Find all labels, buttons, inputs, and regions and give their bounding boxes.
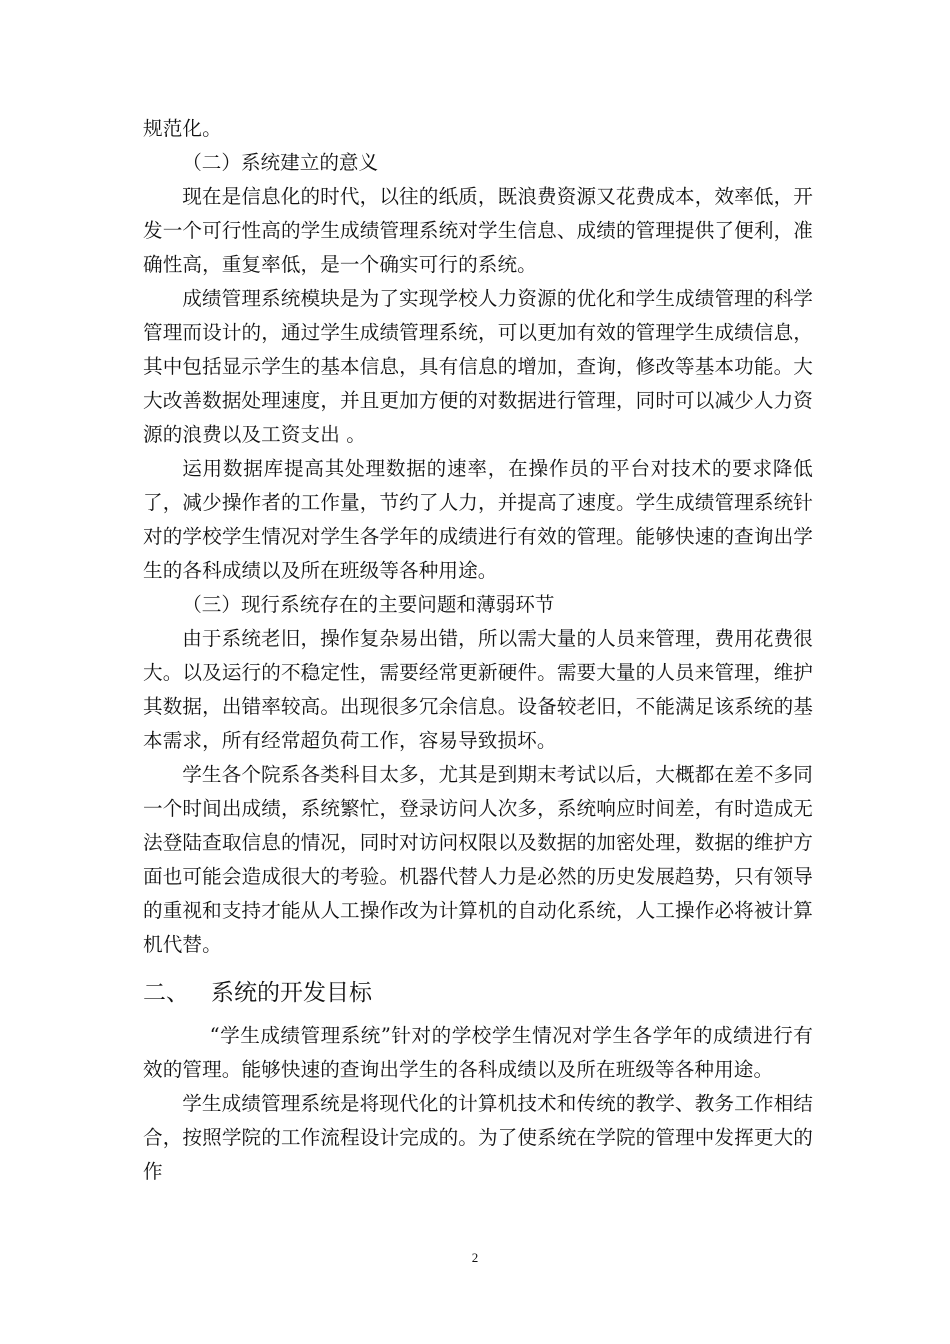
body-paragraph: “学生成绩管理系统”针对的学校学生情况对学生各学年的成绩进行有效的管理。能够快速的查询出学生的各科成绩以及所在班级等各种用途。 xyxy=(143,1024,813,1081)
subsection-heading-significance: （二）系统建立的意义 xyxy=(182,151,379,174)
section-heading xyxy=(143,978,813,1008)
section-number: 二、 xyxy=(143,980,189,1006)
body-paragraph: 现在是信息化的时代，以往的纸质，既浪费资源又花费成本，效率低，开发一个可行性高的学生成绩管理系统对学生信息、成绩的管理提供了便利，准确性高，重复率低，是一个确实可行的系统。 xyxy=(143,185,813,276)
section-title: 系统的开发目标 xyxy=(211,980,372,1006)
page-content xyxy=(143,112,813,1189)
body-paragraph: 学生成绩管理系统是将现代化的计算机技术和传统的教学、教务工作相结合，按照学院的工作流程设计完成的。为了使系统在学院的管理中发挥更大的作 xyxy=(143,1092,813,1183)
body-paragraph: 成绩管理系统模块是为了实现学校人力资源的优化和学生成绩管理的科学管理而设计的，通过学生成绩管理系统，可以更加有效的管理学生成绩信息，其中包括显示学生的基本信息，具有信息的增加，查询，修改等基本功能。大大改善数据处理速度，并且更加方便的对数据进行管理，同时可以减少人力资源的浪费以及工资支出 。 xyxy=(143,287,813,446)
body-paragraph: 运用数据库提高其处理数据的速率，在操作员的平台对技术的要求降低了，减少操作者的工作量，节约了人力，并提高了速度。学生成绩管理系统针对的学校学生情况对学生各学年的成绩进行有效的管理。能够快速的查询出学生的各科成绩以及所在班级等各种用途。 xyxy=(143,457,813,582)
subsection-heading-problems: （三）现行系统存在的主要问题和薄弱环节 xyxy=(182,593,555,616)
page-number: 2 xyxy=(471,1250,479,1265)
continued-paragraph: 规范化。 xyxy=(143,117,222,140)
body-paragraph: 由于系统老旧，操作复杂易出错，所以需大量的人员来管理，费用花费很大。以及运行的不稳定性，需要经常更新硬件。需要大量的人员来管理，维护其数据，出错率较高。出现很多冗余信息。设备较老旧，不能满足该系统的基本需求，所有经常超负荷工作，容易导致损坏。 xyxy=(143,627,813,752)
body-paragraph: 学生各个院系各类科目太多，尤其是到期末考试以后，大概都在差不多同一个时间出成绩，系统繁忙，登录访问人次多，系统响应时间差，有时造成无法登陆查取信息的情况，同时对访问权限以及数据的加密处理，数据的维护方面也可能会造成很大的考验。机器代替人力是必然的历史发展趋势，只有领导的重视和支持才能从人工操作改为计算机的自动化系统，人工操作必将被计算机代替。 xyxy=(143,763,813,956)
